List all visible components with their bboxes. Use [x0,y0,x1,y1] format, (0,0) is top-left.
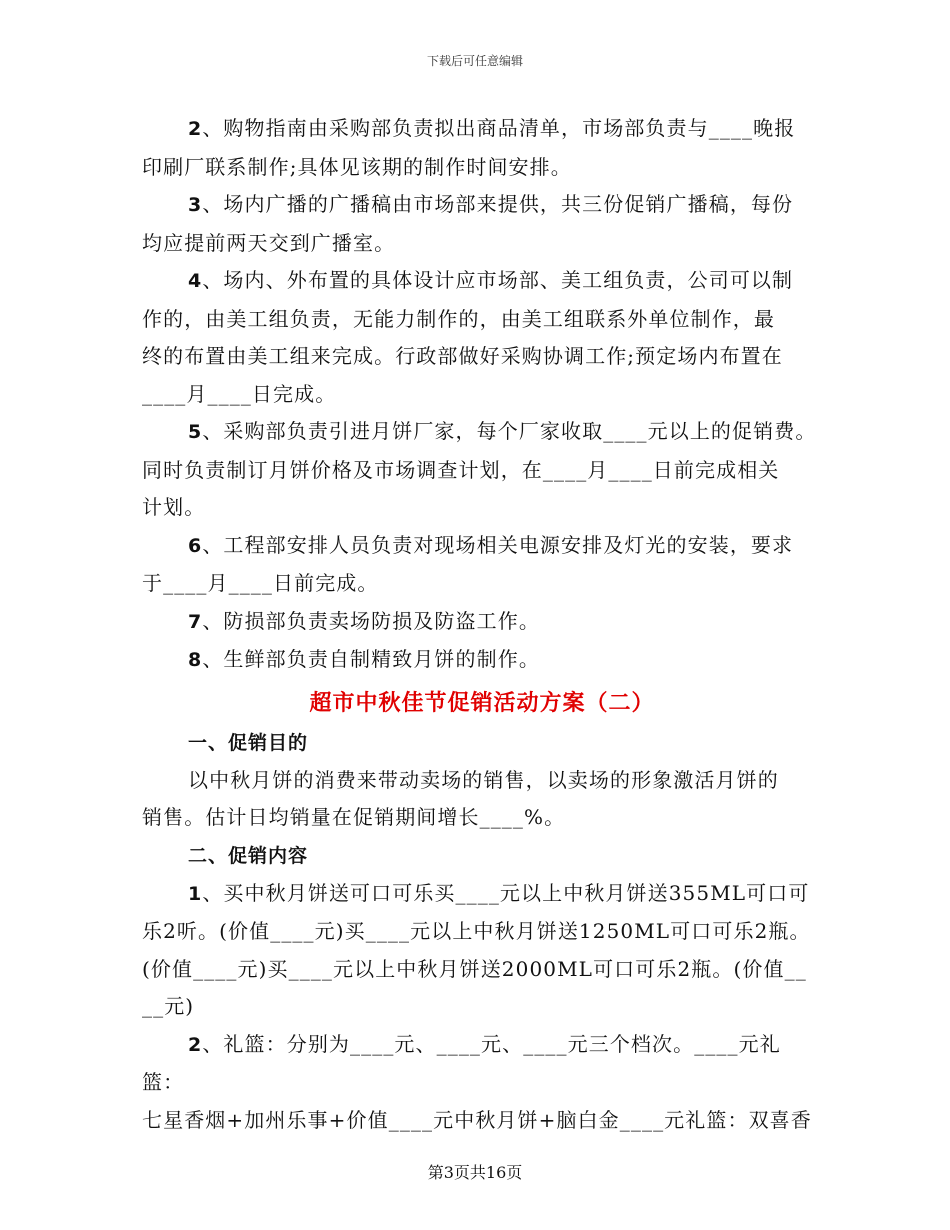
line-text: 、防损部负责卖场防损及防盗工作。 [202,608,540,633]
list-item [142,527,822,603]
list-item [142,262,822,413]
line-text: 均应提前两天交到广播室。 [142,230,396,255]
paragraph-line: 以中秋月饼的消费来带动卖场的销售，以卖场的形象激活月饼的 [188,767,779,792]
line-text: 作的，由美工组负责，无能力制作的，由美工组联系外单位制作，最 [142,306,775,331]
list-item [142,603,822,642]
purpose-paragraph [142,762,822,837]
paragraph-line [142,110,822,149]
line-text: 、采购部负责引进月饼厂家，每个厂家收取____元以上的促销费。 [202,419,817,443]
paragraph-line [142,988,822,1026]
item-number: 7 [188,610,203,633]
paragraph-line [142,913,822,951]
line-text: 、工程部安排人员负责对现场相关电源安排及灯光的安装，要求 [202,532,794,557]
paragraph-line [142,489,822,527]
item-number: 1 [188,882,203,905]
part2-list [142,875,822,1140]
line-text: 、场内广播的广播稿由市场部来提供，共三份促销广播稿，每份 [202,192,794,216]
paragraph-line [142,641,822,680]
item-number: 2 [188,118,203,140]
item-number: 6 [188,534,203,557]
item-number: 5 [188,421,203,443]
list-item [142,1026,822,1140]
line-text: (价值____元)买____元以上中秋月饼送2000ML可口可乐2瓶。(价值__ [142,956,807,981]
paragraph-line [142,186,822,225]
part1-list [142,110,822,680]
line-text: 、场内、外布置的具体设计应市场部、美工组负责，公司可以制 [202,268,794,292]
line-text: 计划。 [142,495,206,519]
heading-purpose: 一、促销目的 [188,731,309,754]
paragraph-line [142,527,822,566]
paragraph-line [142,338,822,376]
paragraph-line [142,875,822,914]
paragraph-line [142,225,822,263]
line-text: ____月____日完成。 [142,381,337,406]
line-text: 、购物指南由采购部负责拟出商品清单，市场部负责与____晚报 [202,116,796,140]
paragraph-line [142,951,822,989]
list-item [142,413,822,527]
item-number: 8 [188,649,203,671]
line-text: 乐2听。(价值____元)买____元以上中秋月饼送1250ML可口可乐2瓶。 [142,919,811,943]
paragraph-line [142,149,822,187]
list-item [142,186,822,262]
header-note: 下载后可任意编辑 [426,54,523,68]
page-footer: 第3页共16页 [427,1163,523,1182]
paragraph-line [142,603,822,642]
item-number: 3 [188,194,203,216]
item-number: 2 [188,1033,203,1056]
paragraph-line [142,262,822,301]
line-text: 、礼篮：分别为____元、____元、____元三个档次。____元礼篮： [142,1031,781,1094]
line-text: 于____月____日前完成。 [142,571,379,595]
section-title: 超市中秋佳节促销活动方案（二） [309,690,655,716]
line-text: 、买中秋月饼送可口可乐买____元以上中秋月饼送355ML可口可 [202,880,810,905]
line-text: __元) [142,994,195,1018]
item-number: 4 [188,270,203,292]
list-item [142,641,822,680]
paragraph-line [142,1026,822,1102]
line-text: 印刷厂联系制作;具体见该期的制作时间安排。 [142,154,572,179]
paragraph-line [142,1102,822,1140]
document-body [142,110,822,1139]
line-text: 同时负责制订月饼价格及市场调查计划，在____月____日前完成相关 [142,457,780,482]
heading-content: 二、促销内容 [188,844,309,867]
line-text: 七星香烟+加州乐事+价值____元中秋月饼+脑白金____元礼篮：双喜香 [142,1107,812,1132]
line-text: 终的布置由美工组来完成。行政部做好采购协调工作;预定场内布置在 [142,344,783,368]
paragraph-line [142,301,822,339]
list-item [142,875,822,1026]
paragraph-line [142,413,822,452]
paragraph-line: 销售。估计日均销量在促销期间增长____%。 [142,805,566,829]
paragraph-line [142,565,822,603]
paragraph-line [142,452,822,490]
paragraph-line [142,376,822,414]
list-item [142,110,822,186]
line-text: 、生鲜部负责自制精致月饼的制作。 [202,647,540,671]
